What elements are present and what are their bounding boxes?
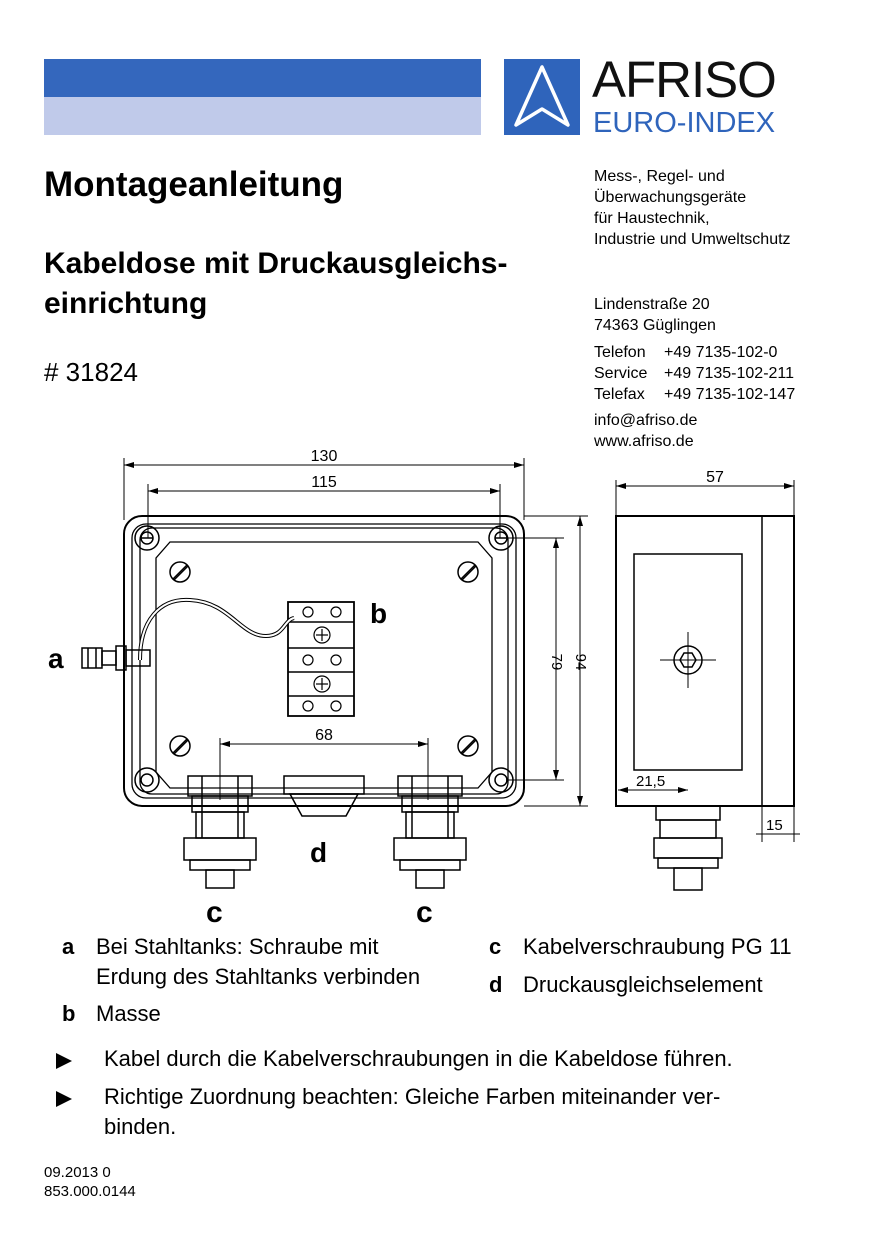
dim-height-inner: 79	[548, 653, 565, 671]
legend-text: Druckausgleichselement	[523, 972, 763, 997]
legend-text: Masse	[96, 1001, 161, 1026]
company-phones	[594, 342, 795, 405]
legend-key: b	[62, 1001, 76, 1026]
legend-text: Kabelverschraubung PG 11	[523, 934, 792, 959]
phone-row	[594, 363, 795, 384]
phone-number: +49 7135-102-211	[664, 365, 795, 382]
dim-width-inner: 115	[311, 474, 337, 491]
tagline-line: Industrie und Umweltschutz	[594, 231, 791, 248]
legend-item-d	[489, 970, 763, 1000]
phone-number: +49 7135-102-0	[664, 344, 778, 361]
callout-c-left: c	[206, 896, 223, 929]
dim-side-offset: 21,5	[636, 773, 666, 790]
email-link[interactable]: info@afriso.de	[594, 412, 698, 429]
legend-text-line: Erdung des Stahltanks verbinden	[96, 964, 421, 989]
brand-subname: EURO-INDEX	[593, 107, 776, 139]
legend-text	[96, 932, 420, 992]
legend-key: d	[489, 972, 503, 997]
arrow-right-icon	[56, 1091, 72, 1107]
afriso-logo-icon	[504, 59, 580, 135]
footer-doc-number: 853.000.0144	[44, 1183, 136, 1200]
footer-date-code: 09.2013 0	[44, 1164, 111, 1181]
instruction-text-line: binden.	[104, 1114, 177, 1139]
instruction-text	[104, 1082, 864, 1142]
legend-item-a	[62, 932, 482, 992]
phone-number: +49 7135-102-147	[664, 386, 796, 403]
callout-c-right: c	[416, 896, 433, 929]
brand-name: AFRISO	[592, 51, 776, 108]
web-link[interactable]: www.afriso.de	[594, 433, 694, 450]
phone-label: Telefax	[594, 386, 645, 403]
company-tagline	[594, 166, 791, 250]
footer	[44, 1163, 136, 1201]
technical-drawing	[40, 450, 860, 930]
phone-label: Telefon	[594, 344, 646, 361]
page-title: Montageanleitung	[44, 165, 344, 204]
legend-key: a	[62, 934, 75, 959]
page-subtitle	[44, 244, 584, 324]
tagline-line: Überwachungsgeräte	[594, 189, 747, 206]
legend-key: c	[489, 934, 502, 959]
instruction-text: Kabel durch die Kabelverschraubungen in die Kabeldose führen.	[104, 1046, 733, 1071]
dim-width-outer: 130	[310, 450, 338, 465]
subtitle-line-2: einrichtung	[44, 287, 208, 320]
street: Lindenstraße 20	[594, 296, 710, 313]
callout-a: a	[48, 643, 64, 674]
company-contact	[594, 410, 697, 452]
tagline-line: für Haustechnik,	[594, 210, 710, 227]
city: 74363 Güglingen	[594, 317, 716, 334]
dim-gland-spacing: 68	[315, 727, 333, 744]
tagline-line: Mess-, Regel- und	[594, 168, 725, 185]
phone-row	[594, 384, 795, 405]
legend-item-b	[62, 999, 161, 1029]
article-number: # 31824	[44, 357, 138, 387]
phone-row	[594, 342, 795, 363]
company-address	[594, 294, 716, 336]
dim-depth: 57	[706, 469, 724, 486]
arrow-right-icon	[56, 1053, 72, 1069]
subtitle-line-1: Kabeldose mit Druckausgleichs-	[44, 247, 508, 280]
dim-height-outer: 94	[572, 653, 589, 671]
dim-lid: 15	[766, 817, 783, 834]
callout-b: b	[370, 598, 388, 629]
phone-label: Service	[594, 365, 648, 382]
header-band-dark	[44, 59, 481, 97]
instruction-text-line: Richtige Zuordnung beachten: Gleiche Farben miteinander ver-	[104, 1084, 721, 1109]
header-band-light	[44, 97, 481, 135]
legend-item-c	[489, 932, 792, 962]
legend-text-line: Bei Stahltanks: Schraube mit	[96, 934, 379, 959]
callout-d: d	[310, 837, 328, 868]
